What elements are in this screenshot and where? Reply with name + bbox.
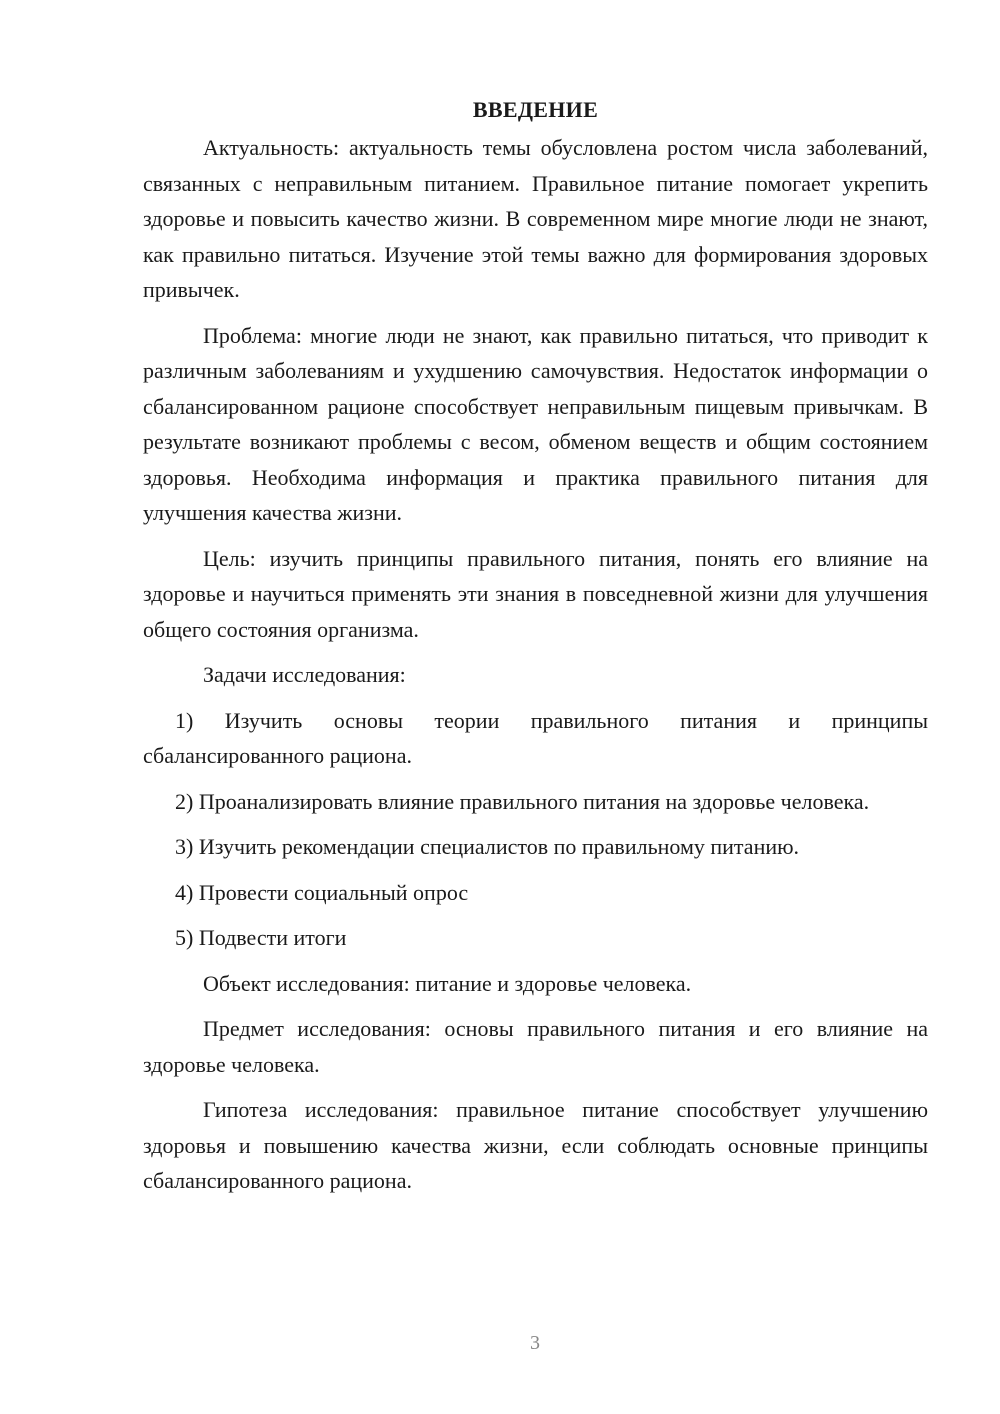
task-item-3: 3) Изучить рекомендации специалистов по правильному питанию. (175, 834, 800, 859)
page-number: 3 (530, 1332, 540, 1354)
task-item-2: 2) Проанализировать влияние правильного питания на здоровье человека. (175, 788, 870, 814)
object-paragraph: Объект исследования: питание и здоровье человека. (203, 970, 692, 996)
section-title: ВВЕДЕНИЕ (472, 97, 599, 122)
problem-paragraph: Проблема: многие люди не знают, как правильно питаться, что приводит к различным заболеваниям и ухудшению самочувствия. Недостаток информации о сбалансированном рационе способствует неправильным пищевым привычкам. В результате возникают проблемы с весом, обменом веществ и общим состоянием здоровья. Необходима информация и практика правильного питания для улучшения качества жизни. (143, 322, 928, 525)
subject-paragraph: Предмет исследования: основы правильного питания и его влияние на здоровье человека. (143, 1016, 928, 1077)
tasks-heading: Задачи исследования: (203, 662, 406, 687)
hypothesis-paragraph: Гипотеза исследования: правильное питание способствует улучшению здоровья и повышению качества жизни, если соблюдать основные принципы сбалансированного рациона. (143, 1097, 928, 1193)
goal-paragraph: Цель: изучить принципы правильного питания, понять его влияние на здоровье и научиться применять эти знания в повседневной жизни для улучшения общего состояния организма. (143, 545, 928, 642)
task-item-4: 4) Провести социальный опрос (175, 879, 469, 905)
document-page (143, 92, 928, 1209)
task-item-5: 5) Подвести итоги (175, 925, 347, 950)
task-item-1: 1) Изучить основы теории правильного питания и принципы сбалансированного рациона. (143, 707, 928, 768)
relevance-paragraph: Актуальность: актуальность темы обусловлена ростом числа заболеваний, связанных с неправильным питанием. Правильное питание помогает укрепить здоровье и повысить качество жизни. В современном мире многие люди не знают, как правильно питаться. Изучение этой темы важно для формирования здоровых привычек. (143, 135, 928, 302)
